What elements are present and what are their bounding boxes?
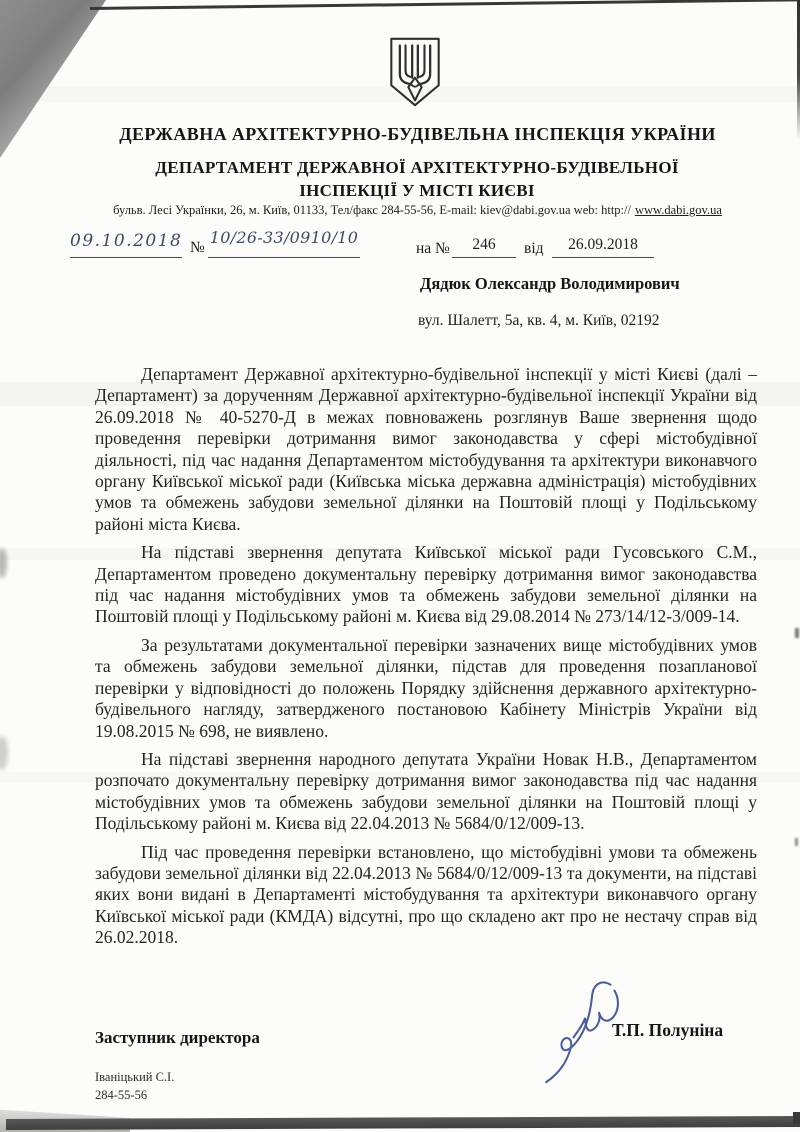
org-website: www.dabi.gov.ua: [634, 203, 722, 217]
incoming-date-prefix-label: від: [524, 240, 544, 257]
executor-block: [95, 1068, 174, 1104]
number-sign-label: №: [190, 239, 205, 256]
org-name-primary: ДЕРЖАВНА АРХІТЕКТУРНО-БУДІВЕЛЬНА ІНСПЕКЦІЯ УКРАЇНИ: [119, 124, 716, 144]
recipient-address: вул. Шалетт, 5а, кв. 4, м. Київ, 02192: [418, 312, 660, 329]
trident-emblem-icon: [386, 36, 444, 108]
incoming-number: 246: [452, 236, 516, 258]
body-paragraph: Департамент Державної архітектурно-будівельної інспекції у місті Києві (далі – Департамент) за дорученням Державної архітектурно-будівельної інспекції України від 26.09.2018 № 40-5270-Д в межах повноважень розглянув Ваше звернення щодо проведення перевірки дотримання вимог законодавства у сфері містобудівної діяльності, під час надання Департаментом містобудування та архітектури виконавчого органу Київської міської ради (Київська міська державна адміністрація) містобудівних умов та обмежень забудови земельної ділянки на Поштовій площі у Подільському районі міста Києва.: [95, 364, 757, 534]
scan-artifact-bottom-bar: [6, 1116, 800, 1130]
outgoing-date-handwritten: 09.10.2018: [70, 231, 182, 258]
body-paragraph: За результатами документальної перевірки зазначених вище містобудівних умов та обмежень забудови земельної ділянки, підстав для проведення позапланової перевірки у відповідності до положень Порядку здійснення державного архітектурно-будівельного нагляду, затвердженого постановою Кабінету Міністрів України від 19.08.2015 № 698, не виявлено.: [95, 634, 757, 741]
body-paragraph: На підставі звернення депутата Київської міської ради Гусовського С.М., Департаментом проведено документальну перевірку дотримання вимог законодавства під час надання містобудівних умов та обмежень забудови земельної ділянки на Поштовій площі у Подільському районі м. Києва від 29.08.2014 № 273/14/12-3/009-14.: [95, 542, 757, 627]
outgoing-number-handwritten: 10/26-33/0910/10: [208, 228, 360, 258]
executor-phone: 284-55-56: [95, 1088, 148, 1102]
org-contact-text: бульв. Лесі Українки, 26, м. Київ, 01133, Тел/факс 284-55-56, E-mail: kiev@dabi.gov.ua web: http://: [113, 203, 631, 217]
incoming-prefix-label: на №: [416, 240, 450, 257]
org-address-line: [40, 203, 795, 218]
scan-artifact-top-edge: [90, 0, 800, 10]
signer-position-title: Заступник директора: [95, 1028, 260, 1047]
scan-artifact-speck: [795, 838, 798, 846]
body-paragraph: Під час проведення перевірки встановлено, що містобудівні умови та обмежень забудови земельної ділянки від 22.04.2013 № 5684/0/12/009-13 та документи, на підставі яких вони видані в Департаменті містобудування та архітектури виконавчого органу Київської міської ради (КМДА) відсутні, про що складено акт про не нестачу справ від 26.02.2018.: [95, 841, 757, 948]
scan-artifact-smudge: [0, 736, 8, 770]
letter-body: [95, 364, 757, 956]
scan-artifact-bottom-right-notch: [793, 1112, 800, 1124]
org-name-secondary: ДЕПАРТАМЕНТ ДЕРЖАВНОЇ АРХІТЕКТУРНО-БУДІВЕЛЬНОЇ ІНСПЕКЦІЇ У МІСТІ КИЄВІ: [155, 158, 679, 200]
scan-artifact-speck: [795, 628, 799, 638]
signer-name: Т.П. Полуніна: [612, 1020, 724, 1040]
scan-artifact-smudge: [0, 548, 7, 578]
executor-name: Іваніцький С.І.: [95, 1070, 175, 1084]
incoming-date: 26.09.2018: [552, 236, 654, 258]
body-paragraph: На підставі звернення народного депутата України Новак Н.В., Департаментом розпочато документальну перевірку дотримання вимог законодавства під час надання містобудівних умов та обмежень забудови земельної ділянки на Поштовій площі у Подільському районі м. Києва від 22.04.2013 № 5684/0/12/009-13.: [95, 748, 757, 834]
recipient-name: Дядюк Олександр Володимирович: [420, 274, 680, 293]
